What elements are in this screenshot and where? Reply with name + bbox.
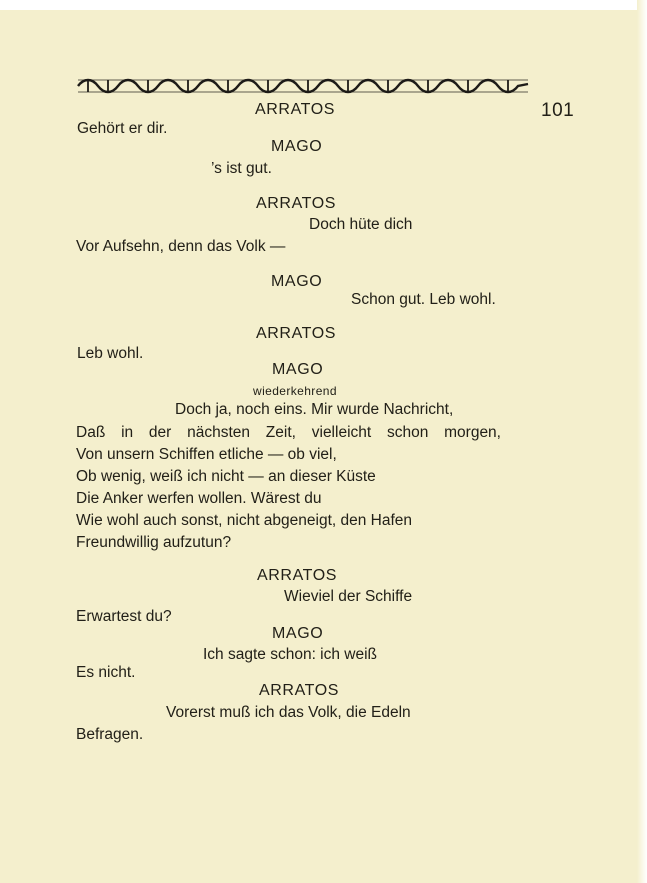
speaker-arratos: ARRATOS	[255, 101, 336, 118]
verse-line: Leb wohl.	[77, 345, 144, 362]
speaker-mago: MAGO	[271, 138, 323, 155]
verse-line: ’s ist gut.	[211, 160, 272, 177]
page-number: 101	[541, 100, 575, 121]
speaker-arratos: ARRATOS	[256, 195, 337, 212]
verse-line: Es nicht.	[76, 664, 136, 681]
speaker-arratos: ARRATOS	[259, 682, 340, 699]
verse-line: Schon gut. Leb wohl.	[351, 291, 496, 308]
speaker-arratos: ARRATOS	[257, 567, 338, 584]
speaker-mago: MAGO	[271, 273, 323, 290]
verse-line: Daß in der nächsten Zeit, vielleicht schon morgen,	[76, 424, 501, 441]
verse-line: Die Anker werfen wollen. Wärest du	[76, 490, 322, 507]
verse-line: Doch ja, noch eins. Mir wurde Nachricht,	[175, 401, 454, 418]
speaker-arratos: ARRATOS	[256, 325, 337, 342]
verse-line: Freundwillig aufzutun?	[76, 534, 232, 551]
verse-line: Befragen.	[76, 726, 144, 743]
verse-line: Wie wohl auch sonst, nicht abgeneigt, den Hafen	[76, 512, 413, 529]
verse-line: Gehört er dir.	[77, 120, 168, 137]
speaker-mago: MAGO	[272, 361, 324, 378]
verse-line: Ob wenig, weiß ich nicht — an dieser Küste	[76, 468, 376, 485]
verse-line: Wieviel der Schiffe	[284, 588, 413, 605]
stage-direction: wiederkehrend	[253, 384, 337, 398]
verse-line: Vorerst muß ich das Volk, die Edeln	[166, 704, 411, 721]
verse-line: Vor Aufsehn, denn das Volk —	[76, 238, 286, 255]
verse-line: Doch hüte dich	[309, 216, 413, 233]
decorative-border-ornament	[76, 76, 530, 96]
verse-line: Erwartest du?	[76, 608, 172, 625]
verse-line: Ich sagte schon: ich weiß	[203, 646, 378, 663]
speaker-mago: MAGO	[272, 625, 324, 642]
verse-line: Von unsern Schiffen etliche — ob viel,	[76, 446, 337, 463]
